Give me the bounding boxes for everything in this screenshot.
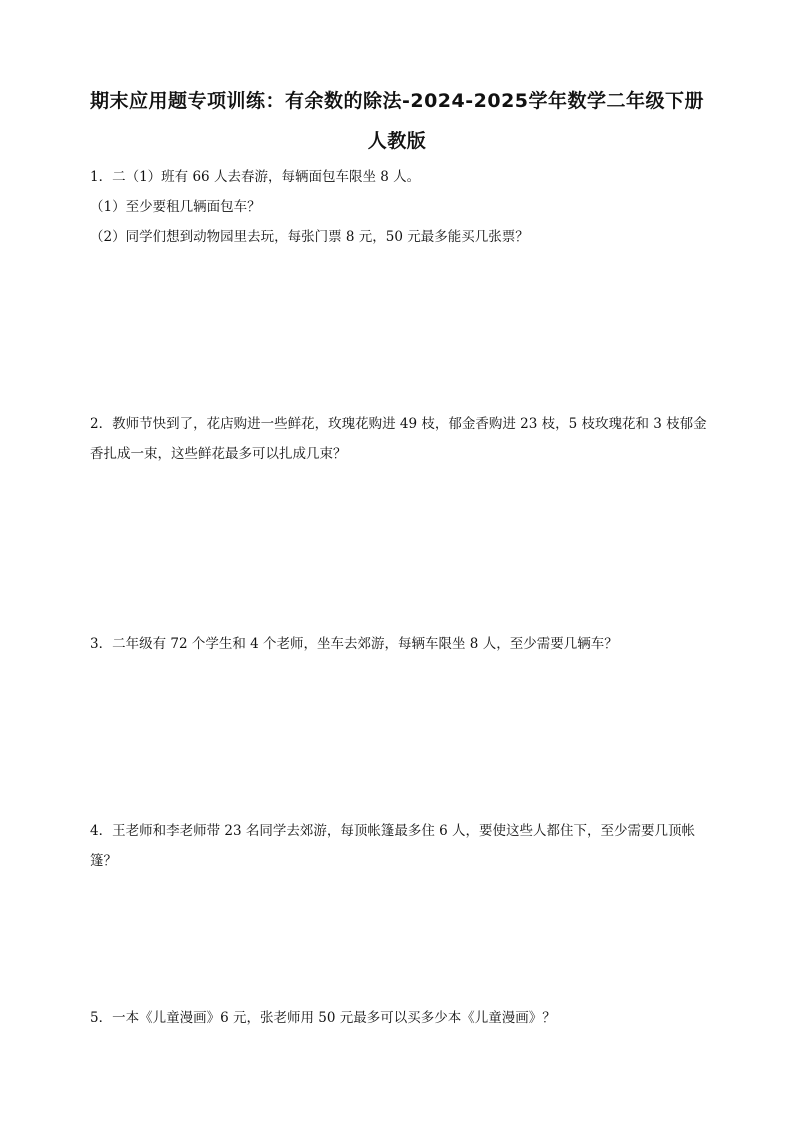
question-1-part-1: （1）至少要租几辆面包车？ — [90, 199, 261, 215]
question-1 — [90, 162, 710, 252]
question-2: 2．教师节快到了，花店购进一些鲜花，玫瑰花购进 49 枝，郁金香购进 23 枝，5 枝玫瑰花和 3 枝郁金香扎成一束，这些鲜花最多可以扎成几束？ — [90, 416, 707, 462]
question-1-part-2: （2）同学们想到动物园里去玩，每张门票 8 元，50 元最多能买几张票？ — [90, 229, 529, 245]
question-1-text: 1．二（1）班有 66 人去春游，每辆面包车限坐 8 人。 — [90, 169, 421, 185]
page-title: 期末应用题专项训练：有余数的除法-2024-2025学年数学二年级下册 — [89, 90, 705, 112]
page-title-publisher: 人教版 — [367, 130, 427, 152]
question-3: 3．二年级有 72 个学生和 4 个老师，坐车去郊游，每辆车限坐 8 人，至少需要几辆车？ — [90, 636, 618, 652]
question-5: 5．一本《儿童漫画》6 元，张老师用 50 元最多可以买多少本《儿童漫画》？ — [90, 1010, 556, 1026]
question-4: 4．王老师和李老师带 23 名同学去郊游，每顶帐篷最多住 6 人，要使这些人都住下，至少需要几顶帐篷？ — [90, 823, 696, 869]
